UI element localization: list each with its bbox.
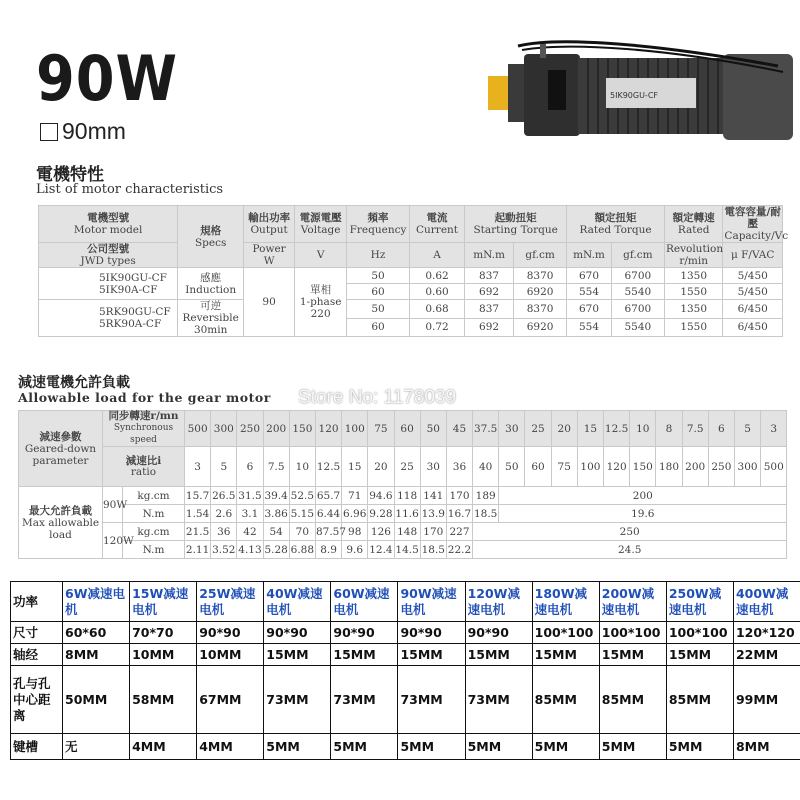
cell: 73MM bbox=[398, 666, 465, 734]
cell: 5.28 bbox=[263, 541, 289, 559]
cell: 90W减速电机 bbox=[398, 582, 465, 622]
cell: 73MM bbox=[331, 666, 398, 734]
row-label: 轴经 bbox=[11, 644, 63, 666]
sync-speed-cell: 6 bbox=[708, 411, 734, 447]
sync-speed-cell: 12.5 bbox=[604, 411, 630, 447]
cell: 692 bbox=[465, 318, 514, 337]
cell: 3.1 bbox=[237, 505, 263, 523]
cell: 26.5 bbox=[211, 487, 237, 505]
table-row bbox=[39, 268, 783, 284]
ratio-cell: 50 bbox=[499, 447, 525, 487]
ratio-cell: 30 bbox=[420, 447, 446, 487]
ratio-cell: 40 bbox=[473, 447, 499, 487]
ratio-cell: 5 bbox=[211, 447, 237, 487]
cell: 12.4 bbox=[368, 541, 394, 559]
row-label: 孔与孔中心距离 bbox=[11, 666, 63, 734]
motor-nameplate-text: 5IK90GU-CF bbox=[610, 91, 659, 100]
cell: 6/450 bbox=[723, 300, 783, 319]
sync-speed-cell: 8 bbox=[656, 411, 682, 447]
square-icon bbox=[40, 123, 58, 141]
cell: 15W减速电机 bbox=[130, 582, 197, 622]
cell: 85MM bbox=[532, 666, 599, 734]
cell: 无 bbox=[63, 734, 130, 760]
cell: 14.5 bbox=[394, 541, 420, 559]
shaft-row bbox=[11, 644, 800, 666]
cell: 60 bbox=[347, 318, 410, 337]
cell: 8370 bbox=[514, 300, 567, 319]
cell: 100*100 bbox=[532, 622, 599, 644]
ratio-cell: 25 bbox=[394, 447, 420, 487]
max-value-cell: 200 bbox=[499, 487, 787, 505]
cell: 31.5 bbox=[237, 487, 263, 505]
cell: 15.7 bbox=[185, 487, 211, 505]
cell: 90*90 bbox=[398, 622, 465, 644]
ratio-cell: 300 bbox=[734, 447, 760, 487]
row-label: 功率 bbox=[11, 582, 63, 622]
cell: 90*90 bbox=[264, 622, 331, 644]
output-value: 90 bbox=[244, 268, 295, 337]
h-jwd: 公司型號 JWD types bbox=[39, 243, 178, 268]
cell: 126 bbox=[368, 523, 394, 541]
section1-title-en: List of motor characteristics bbox=[36, 182, 224, 197]
cell: 250W减速电机 bbox=[666, 582, 733, 622]
cell: 5540 bbox=[611, 318, 664, 337]
max-value-cell: 250 bbox=[473, 523, 787, 541]
cell: 60W减速电机 bbox=[331, 582, 398, 622]
ratio-cell: 10 bbox=[289, 447, 315, 487]
sync-speed-cell: 200 bbox=[263, 411, 289, 447]
cell: 8.9 bbox=[315, 541, 341, 559]
cell: 1550 bbox=[664, 318, 722, 337]
motor-characteristics-table bbox=[38, 205, 789, 337]
cell: 10MM bbox=[130, 644, 197, 666]
cell: 52.5 bbox=[289, 487, 315, 505]
cell: 6.88 bbox=[289, 541, 315, 559]
cell: 15MM bbox=[465, 644, 532, 666]
cell: 5.15 bbox=[289, 505, 315, 523]
ratio-cell: 200 bbox=[682, 447, 708, 487]
cell: 6W减速电机 bbox=[63, 582, 130, 622]
cell: 58MM bbox=[130, 666, 197, 734]
cell: 21.5 bbox=[185, 523, 211, 541]
cell: 50MM bbox=[63, 666, 130, 734]
cell: 120W减速电机 bbox=[465, 582, 532, 622]
cell: 692 bbox=[465, 284, 514, 300]
cell: 94.6 bbox=[368, 487, 394, 505]
ratio-cell: 20 bbox=[368, 447, 394, 487]
cell: 50 bbox=[347, 268, 410, 284]
row-label: 键槽 bbox=[11, 734, 63, 760]
cell: 180W减速电机 bbox=[532, 582, 599, 622]
cell: 85MM bbox=[666, 666, 733, 734]
w120-label: 120W bbox=[103, 523, 123, 559]
allowable-load-table bbox=[18, 410, 787, 559]
h-capacity: 電容容量/耐壓 Capacity/Vc bbox=[724, 206, 789, 242]
cell: 22MM bbox=[733, 644, 800, 666]
ratio-cell: 120 bbox=[604, 447, 630, 487]
ratio-cell: 500 bbox=[761, 447, 787, 487]
cell: 71 bbox=[342, 487, 368, 505]
power-row bbox=[11, 582, 800, 622]
cell: 22.2 bbox=[446, 541, 472, 559]
keyway-row bbox=[11, 734, 800, 760]
row-label: 尺寸 bbox=[11, 622, 63, 644]
cell: 0.72 bbox=[409, 318, 464, 337]
sync-speed-cell: 37.5 bbox=[473, 411, 499, 447]
cell: 25W减速电机 bbox=[197, 582, 264, 622]
cell: 0.62 bbox=[409, 268, 464, 284]
cell: 15MM bbox=[331, 644, 398, 666]
ratio-cell: 15 bbox=[342, 447, 368, 487]
sync-speed-cell: 500 bbox=[185, 411, 211, 447]
table-row bbox=[39, 300, 783, 319]
ratio-cell: 180 bbox=[656, 447, 682, 487]
unit-kgcm: kg.cm bbox=[123, 487, 185, 505]
cell: 5540 bbox=[611, 284, 664, 300]
cell: 1350 bbox=[664, 268, 722, 284]
cell: 837 bbox=[465, 268, 514, 284]
cell: 4.13 bbox=[237, 541, 263, 559]
h-current-unit: A bbox=[409, 243, 464, 268]
cell: 90*90 bbox=[197, 622, 264, 644]
w90-label: 90W bbox=[103, 487, 123, 523]
model-group-2: 5RK90GU-CF 5RK90A-CF bbox=[39, 300, 178, 337]
h-voltage-unit: V bbox=[295, 243, 347, 268]
ratio-cell: 100 bbox=[577, 447, 603, 487]
cell: 118 bbox=[394, 487, 420, 505]
h-cap-unit: μ F/VAC bbox=[723, 243, 783, 268]
h-geared-param: 減速參數 Geared-down parameter bbox=[19, 411, 103, 487]
cell: 5MM bbox=[398, 734, 465, 760]
ratio-cell: 6 bbox=[237, 447, 263, 487]
cell: 670 bbox=[567, 268, 612, 284]
sync-speed-cell: 20 bbox=[551, 411, 577, 447]
cell: 5MM bbox=[599, 734, 666, 760]
section1-title-cn: 電機特性 bbox=[36, 165, 104, 185]
cell: 170 bbox=[446, 487, 472, 505]
cell: 42 bbox=[237, 523, 263, 541]
cell: 5MM bbox=[465, 734, 532, 760]
ratio-cell: 150 bbox=[630, 447, 656, 487]
size-row bbox=[11, 622, 800, 644]
cell: 50 bbox=[347, 300, 410, 319]
cell: 98 bbox=[342, 523, 368, 541]
section2-title-cn: 減速電機允許負載 bbox=[18, 375, 130, 391]
cell: 40W减速电机 bbox=[264, 582, 331, 622]
sync-speed-cell: 7.5 bbox=[682, 411, 708, 447]
sync-speed-cell: 150 bbox=[289, 411, 315, 447]
cell: 4MM bbox=[197, 734, 264, 760]
ratio-cell: 7.5 bbox=[263, 447, 289, 487]
sync-speed-cell: 45 bbox=[446, 411, 472, 447]
cell: 189 bbox=[473, 487, 499, 505]
cell: 15MM bbox=[264, 644, 331, 666]
frame-size-title bbox=[40, 118, 126, 145]
cell: 5MM bbox=[264, 734, 331, 760]
h-power-unit: Power W bbox=[244, 243, 295, 268]
h-speed-unit: Revolution r/min bbox=[665, 243, 724, 267]
cell: 1350 bbox=[664, 300, 722, 319]
h-sync-speed: 同步轉速r/mn Synchronous speed bbox=[103, 411, 185, 447]
sync-speed-cell: 300 bbox=[211, 411, 237, 447]
sync-speed-cell: 10 bbox=[630, 411, 656, 447]
model-group-1: 5IK90GU-CF 5IK90A-CF bbox=[39, 268, 178, 300]
cell: 5MM bbox=[666, 734, 733, 760]
cell: 100*100 bbox=[599, 622, 666, 644]
sync-speed-cell: 250 bbox=[237, 411, 263, 447]
max-value-cell: 24.5 bbox=[473, 541, 787, 559]
h-ratio: 減速比i ratio bbox=[103, 447, 185, 487]
cell: 400W减速电机 bbox=[733, 582, 800, 622]
h-rated-nm: mN.m bbox=[567, 243, 612, 268]
cell: 0.68 bbox=[409, 300, 464, 319]
cell: 0.60 bbox=[409, 284, 464, 300]
cell: 554 bbox=[567, 284, 612, 300]
sync-speed-cell: 5 bbox=[734, 411, 760, 447]
h-freq-unit: Hz bbox=[347, 243, 410, 268]
cell: 148 bbox=[394, 523, 420, 541]
cell: 3.86 bbox=[263, 505, 289, 523]
cell: 3.52 bbox=[211, 541, 237, 559]
cell: 90*90 bbox=[465, 622, 532, 644]
cell: 73MM bbox=[465, 666, 532, 734]
h-voltage: 電源電壓 Voltage bbox=[295, 206, 347, 243]
unit-nm: N.m bbox=[123, 505, 185, 523]
ratio-cell: 60 bbox=[525, 447, 551, 487]
unit-nm: N.m bbox=[123, 541, 185, 559]
unit-kgcm: kg.cm bbox=[123, 523, 185, 541]
h-starting-torque: 起動扭矩 Starting Torque bbox=[465, 206, 567, 243]
h-rated-gf: gf.cm bbox=[611, 243, 664, 268]
h-start-gf: gf.cm bbox=[514, 243, 567, 268]
spec-group-2: 可逆 Reversible 30min bbox=[178, 300, 244, 337]
cell: 39.4 bbox=[263, 487, 289, 505]
cell: 120*120 bbox=[733, 622, 800, 644]
ratio-cell: 3 bbox=[185, 447, 211, 487]
section2-title-en: Allowable load for the gear motor bbox=[18, 390, 271, 405]
ratio-cell: 12.5 bbox=[315, 447, 341, 487]
cell: 60*60 bbox=[63, 622, 130, 644]
sync-speed-cell: 100 bbox=[342, 411, 368, 447]
cell: 1550 bbox=[664, 284, 722, 300]
cell: 5/450 bbox=[723, 284, 783, 300]
sync-speed-cell: 75 bbox=[368, 411, 394, 447]
cell: 67MM bbox=[197, 666, 264, 734]
h-current: 電流 Current bbox=[409, 206, 464, 243]
max-value-cell: 19.6 bbox=[499, 505, 787, 523]
power-title: 90W bbox=[36, 42, 178, 115]
cell: 6.96 bbox=[342, 505, 368, 523]
h-rated-torque: 額定扭矩 Rated Torque bbox=[567, 206, 665, 243]
motor-size-table bbox=[10, 581, 800, 760]
cell: 9.6 bbox=[342, 541, 368, 559]
sync-speed-cell: 30 bbox=[499, 411, 525, 447]
cell: 8MM bbox=[733, 734, 800, 760]
sync-speed-cell: 3 bbox=[761, 411, 787, 447]
cell: 15MM bbox=[599, 644, 666, 666]
cell: 70*70 bbox=[130, 622, 197, 644]
cell: 6.44 bbox=[315, 505, 341, 523]
cell: 200W减速电机 bbox=[599, 582, 666, 622]
h-model: 電機型號 Motor model bbox=[39, 206, 178, 243]
cell: 9.28 bbox=[368, 505, 394, 523]
cell: 141 bbox=[420, 487, 446, 505]
cell: 87.57 bbox=[315, 523, 341, 541]
cell: 16.7 bbox=[446, 505, 472, 523]
cell: 5/450 bbox=[723, 268, 783, 284]
cell: 8MM bbox=[63, 644, 130, 666]
cell: 5MM bbox=[532, 734, 599, 760]
cell: 2.11 bbox=[185, 541, 211, 559]
cell: 18.5 bbox=[473, 505, 499, 523]
cell: 6920 bbox=[514, 318, 567, 337]
ratio-cell: 36 bbox=[446, 447, 472, 487]
cell: 170 bbox=[420, 523, 446, 541]
cell: 670 bbox=[567, 300, 612, 319]
ratio-cell: 250 bbox=[708, 447, 734, 487]
cell: 227 bbox=[446, 523, 472, 541]
cell: 70 bbox=[289, 523, 315, 541]
h-max-load: 最大允許負載 Max allowable load bbox=[19, 487, 103, 559]
spec-group-1: 感應 Induction bbox=[178, 268, 244, 300]
cell: 6/450 bbox=[723, 318, 783, 337]
cell: 90*90 bbox=[331, 622, 398, 644]
sync-speed-cell: 15 bbox=[577, 411, 603, 447]
gear-motor-image bbox=[478, 36, 798, 146]
h-start-nm: mN.m bbox=[465, 243, 514, 268]
h-output: 輸出功率 Output bbox=[244, 206, 295, 243]
h-specs: 規格 Specs bbox=[178, 206, 244, 268]
cell: 15MM bbox=[666, 644, 733, 666]
cell: 36 bbox=[211, 523, 237, 541]
cell: 18.5 bbox=[420, 541, 446, 559]
cell: 5MM bbox=[331, 734, 398, 760]
cell: 1.54 bbox=[185, 505, 211, 523]
sync-speed-cell: 60 bbox=[394, 411, 420, 447]
cell: 6700 bbox=[611, 300, 664, 319]
h-rated-speed: 額定轉速 Rated bbox=[664, 206, 722, 243]
cell: 65.7 bbox=[315, 487, 341, 505]
cell: 54 bbox=[263, 523, 289, 541]
cell: 100*100 bbox=[666, 622, 733, 644]
cell: 73MM bbox=[264, 666, 331, 734]
sync-speed-cell: 120 bbox=[315, 411, 341, 447]
cell: 6920 bbox=[514, 284, 567, 300]
ratio-cell: 75 bbox=[551, 447, 577, 487]
voltage-value: 單相 1-phase 220 bbox=[295, 268, 347, 337]
cell: 15MM bbox=[398, 644, 465, 666]
hole-distance-row bbox=[11, 666, 800, 734]
cell: 15MM bbox=[532, 644, 599, 666]
cell: 85MM bbox=[599, 666, 666, 734]
cell: 4MM bbox=[130, 734, 197, 760]
cell: 99MM bbox=[733, 666, 800, 734]
cell: 554 bbox=[567, 318, 612, 337]
frame-size-text: 90mm bbox=[62, 118, 126, 144]
cell: 13.9 bbox=[420, 505, 446, 523]
cell: 60 bbox=[347, 284, 410, 300]
cell: 2.6 bbox=[211, 505, 237, 523]
store-watermark: Store No: 1178039 bbox=[298, 387, 457, 408]
sync-speed-cell: 50 bbox=[420, 411, 446, 447]
cell: 10MM bbox=[197, 644, 264, 666]
cell: 837 bbox=[465, 300, 514, 319]
cell: 11.6 bbox=[394, 505, 420, 523]
cell: 8370 bbox=[514, 268, 567, 284]
cell: 6700 bbox=[611, 268, 664, 284]
h-frequency: 頻率 Frequency bbox=[347, 206, 410, 243]
sync-speed-cell: 25 bbox=[525, 411, 551, 447]
